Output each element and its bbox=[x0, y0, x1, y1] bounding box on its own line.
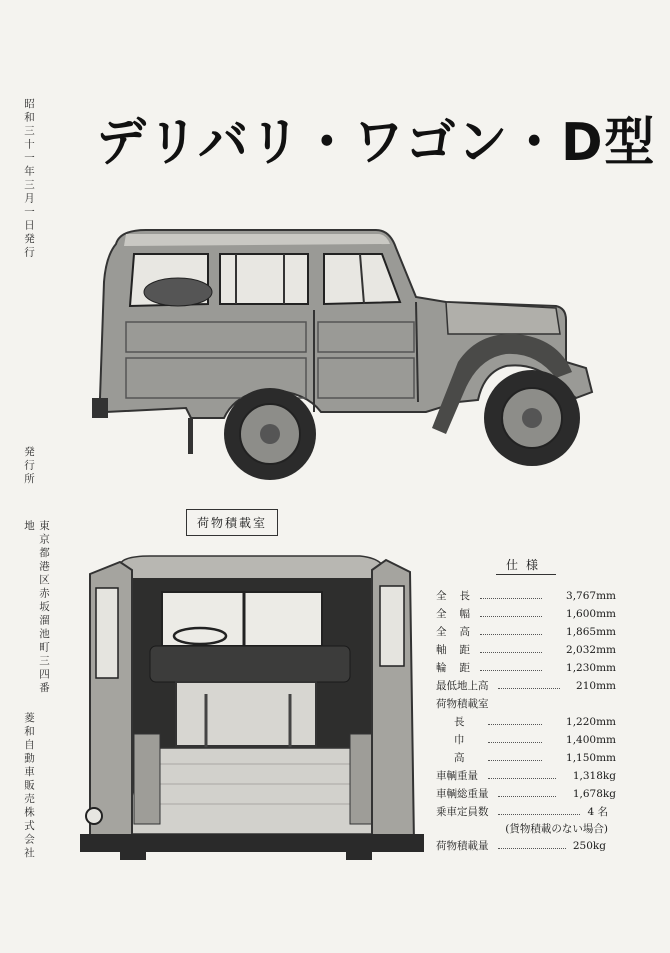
spec-label: 全長 bbox=[436, 590, 483, 602]
spec-row-cargo-height bbox=[436, 749, 616, 767]
spec-row-tread bbox=[436, 659, 616, 677]
spec-value: 250kg bbox=[572, 840, 606, 852]
page-title: デリバリ・ワゴン・D型 bbox=[96, 113, 657, 173]
spec-row-total-height bbox=[436, 623, 616, 641]
spec-label: 長 bbox=[454, 716, 465, 728]
publisher-label: 発行所 bbox=[23, 446, 35, 487]
spec-row-total-width bbox=[436, 605, 616, 623]
cargo-room-photo bbox=[80, 554, 424, 866]
cargo-room-caption: 荷物積載室 bbox=[186, 509, 278, 536]
spec-label: 最低地上高 bbox=[436, 680, 489, 692]
capacity-note: (貨物積載のない場合) bbox=[505, 823, 608, 835]
spec-row-total-length bbox=[436, 587, 616, 605]
spec-row-wheelbase bbox=[436, 641, 616, 659]
spec-label: 車輌重量 bbox=[436, 770, 478, 782]
spec-row-cargo-width bbox=[436, 731, 616, 749]
spec-heading: 仕様 bbox=[496, 556, 556, 575]
spec-table bbox=[436, 556, 616, 855]
spec-value: 1,220mm bbox=[566, 716, 616, 728]
spec-label: 荷物積載量 bbox=[436, 840, 489, 852]
spec-row-ground-clearance bbox=[436, 677, 616, 695]
spec-row-gross-weight bbox=[436, 785, 616, 803]
spec-value: 2,032mm bbox=[566, 644, 616, 656]
spec-value: 1,230mm bbox=[566, 662, 616, 674]
spec-label: 車輌総重量 bbox=[436, 788, 489, 800]
publisher-address: 東京都港区赤坂溜池町三四番地 bbox=[23, 520, 50, 696]
spec-label: 高 bbox=[454, 752, 465, 764]
spec-value: 1,150mm bbox=[566, 752, 616, 764]
spec-row-cargo-length bbox=[436, 713, 616, 731]
publisher-name: 菱和自動車販売株式会社 bbox=[23, 712, 35, 861]
spec-label: 荷物積載室 bbox=[436, 698, 489, 710]
spec-value: 1,400mm bbox=[566, 734, 616, 746]
wagon-side-photo bbox=[86, 222, 606, 482]
spec-label: 全幅 bbox=[436, 608, 483, 620]
spec-value: 1,318kg bbox=[572, 770, 616, 782]
spec-row-payload bbox=[436, 837, 616, 855]
spec-row-cargo-room bbox=[436, 695, 616, 713]
spec-value: 1,678kg bbox=[572, 788, 616, 800]
spec-label: 乗車定員数 bbox=[436, 806, 489, 818]
spec-row-vehicle-weight bbox=[436, 767, 616, 785]
spec-label: 全高 bbox=[436, 626, 483, 638]
spec-label: 輪距 bbox=[436, 662, 483, 674]
spec-value: 210mm bbox=[576, 680, 616, 692]
spec-value: 1,865mm bbox=[566, 626, 616, 638]
issue-date: 昭和三十一年三月一日発行 bbox=[23, 98, 35, 260]
spec-label: 巾 bbox=[454, 734, 465, 746]
spec-value: 4 名 bbox=[587, 806, 608, 818]
spec-value: 3,767mm bbox=[566, 590, 616, 602]
spec-row-capacity bbox=[436, 803, 616, 821]
spec-label: 軸距 bbox=[436, 644, 483, 656]
spec-value: 1,600mm bbox=[566, 608, 616, 620]
